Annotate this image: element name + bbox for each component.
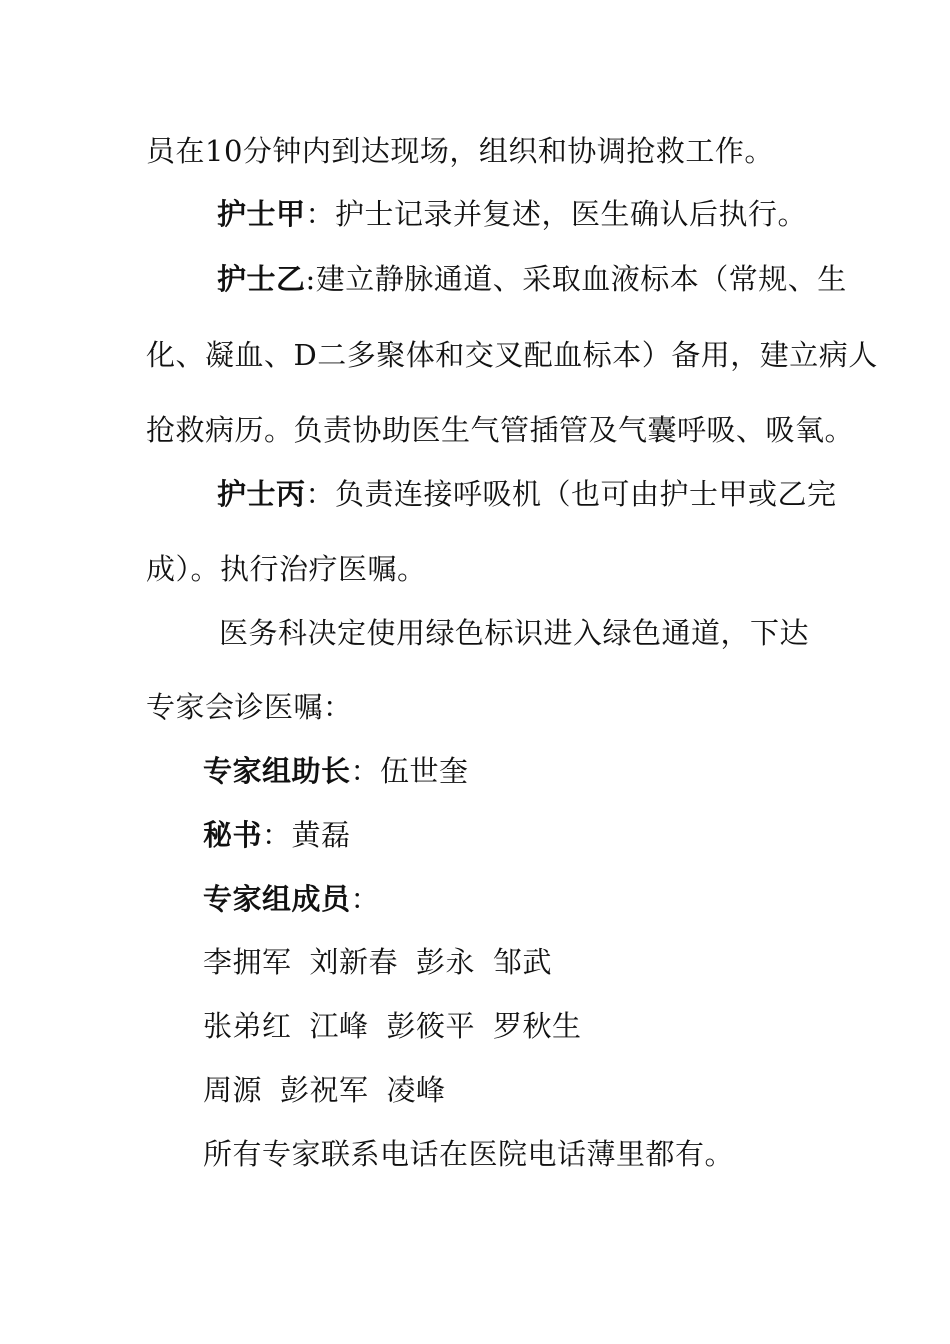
closing-line: 所有专家联系电话在医院电话薄里都有。 [203, 1137, 735, 1171]
member-name: 李拥军 [203, 945, 292, 979]
members-colon: ： [350, 882, 381, 916]
nurse-b-label: 护士乙 [217, 262, 306, 296]
assistant-line [203, 753, 469, 789]
paragraph-line: 专家会诊医嘱： [146, 690, 353, 724]
nurse-b-text: :建立静脉通道、采取血液标本（常规、生 [305, 262, 847, 296]
member-name: 彭永 [416, 945, 476, 979]
member-name: 罗秋生 [493, 1009, 582, 1043]
member-name: 刘新春 [309, 945, 399, 979]
nurse-b-line [217, 261, 847, 297]
nurse-a-line [217, 196, 807, 232]
members-row [203, 1072, 464, 1108]
paragraph-line: 化、凝血、D二多聚体和交叉配血标本）备用，建立病人 [146, 338, 878, 372]
assistant-text: ：伍世奎 [350, 754, 469, 788]
members-label: 专家组成员 [203, 882, 351, 916]
members-row [203, 944, 570, 980]
secretary-line [203, 817, 351, 853]
paragraph-line: 成）。执行治疗医嘱。 [146, 552, 427, 586]
member-name: 凌峰 [386, 1073, 446, 1107]
members-heading [203, 881, 380, 917]
paragraph-line: 抢救病历。负责协助医生气管插管及气囊呼吸、吸氧。 [146, 413, 855, 447]
member-name: 邹武 [493, 945, 553, 979]
paragraph-line: 员在10分钟内到达现场，组织和协调抢救工作。 [146, 134, 774, 168]
member-name: 张弟红 [203, 1009, 292, 1043]
member-name: 江峰 [309, 1009, 369, 1043]
nurse-c-line [217, 476, 837, 512]
member-name: 彭祝军 [280, 1073, 369, 1107]
secretary-label: 秘书 [203, 818, 263, 852]
nurse-c-label: 护士丙 [217, 477, 306, 511]
secretary-text: ：黄磊 [262, 818, 351, 852]
member-name: 彭筱平 [386, 1009, 476, 1043]
nurse-a-text: ：护士记录并复述，医生确认后执行。 [305, 197, 808, 231]
members-row [203, 1008, 600, 1044]
paragraph-line: 医务科决定使用绿色标识进入绿色通道，下达 [219, 616, 810, 650]
nurse-c-text: ：负责连接呼吸机（也可由护士甲或乙完 [305, 477, 837, 511]
member-name: 周源 [203, 1073, 263, 1107]
nurse-a-label: 护士甲 [217, 197, 306, 231]
assistant-label: 专家组助长 [203, 754, 351, 788]
